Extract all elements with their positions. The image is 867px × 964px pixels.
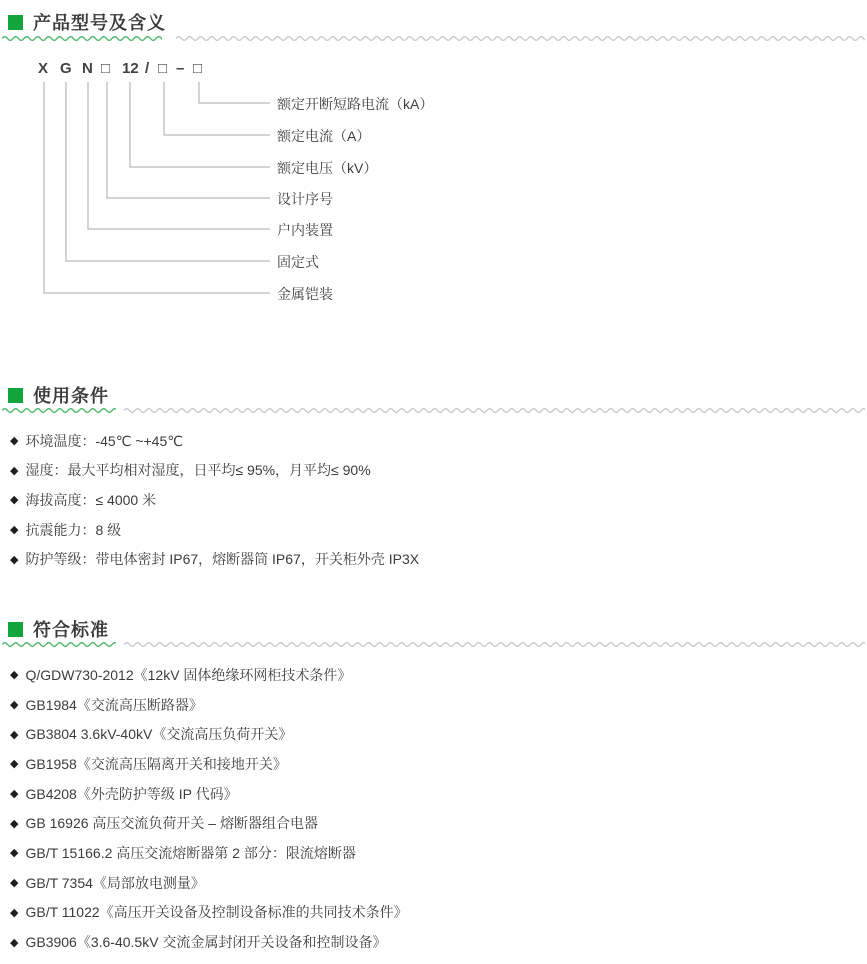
diamond-bullet-icon: ◆ <box>10 906 19 919</box>
green-square-marker-icon <box>8 388 23 403</box>
section-title-model: 产品型号及含义 <box>33 13 166 33</box>
list-item <box>10 808 408 838</box>
section-title-conditions: 使用条件 <box>33 386 109 406</box>
section-header-conditions <box>8 382 109 408</box>
model-segment: / <box>145 60 150 77</box>
conditions-list <box>10 426 419 574</box>
list-item <box>10 898 408 928</box>
model-label: 额定开断短路电流（kA） <box>277 96 434 112</box>
list-item <box>10 779 408 809</box>
diamond-bullet-icon: ◆ <box>10 788 19 801</box>
diamond-bullet-icon: ◆ <box>10 847 19 860</box>
list-item <box>10 690 408 720</box>
model-label: 户内装置 <box>277 222 333 238</box>
diamond-bullet-icon: ◆ <box>10 936 19 949</box>
condition-text: 湿度：最大平均相对湿度，日平均≤ 95%，月平均≤ 90% <box>25 462 371 479</box>
list-item <box>10 485 419 515</box>
list-item <box>10 868 408 898</box>
wave-underline-green <box>2 640 116 649</box>
standard-text: GB/T 7354《局部放电测量》 <box>25 874 205 891</box>
diamond-bullet-icon: ◆ <box>10 699 19 712</box>
model-segment: – <box>176 60 185 77</box>
diamond-bullet-icon: ◆ <box>10 524 19 537</box>
model-label: 金属铠装 <box>277 286 333 302</box>
model-label: 额定电压（kV） <box>277 160 378 176</box>
diamond-bullet-icon: ◆ <box>10 494 19 507</box>
condition-text: 抗震能力：8 级 <box>25 521 122 538</box>
diamond-bullet-icon: ◆ <box>10 435 19 448</box>
standard-text: GB3906《3.6-40.5kV 交流金属封闭开关设备和控制设备》 <box>25 934 387 951</box>
list-item <box>10 544 419 574</box>
list-item <box>10 749 408 779</box>
standard-text: GB3804 3.6kV-40kV《交流高压负荷开关》 <box>25 726 293 743</box>
diamond-bullet-icon: ◆ <box>10 728 19 741</box>
list-item <box>10 719 408 749</box>
standard-text: GB4208《外壳防护等级 IP 代码》 <box>25 785 238 802</box>
model-segment: 12 <box>122 60 139 77</box>
wave-underline-gray <box>124 406 865 415</box>
section-title-standards: 符合标准 <box>33 620 109 640</box>
standard-text: GB/T 15166.2 高压交流熔断器第 2 部分：限流熔断器 <box>25 844 356 861</box>
model-label: 设计序号 <box>277 191 333 207</box>
list-item <box>10 515 419 545</box>
model-connector-lines <box>0 0 460 310</box>
wave-underline-green <box>2 406 116 415</box>
standard-text: GB1984《交流高压断路器》 <box>25 696 203 713</box>
model-segment-box: □ <box>158 60 168 77</box>
model-segment-box: □ <box>101 60 111 77</box>
diamond-bullet-icon: ◆ <box>10 758 19 771</box>
list-item <box>10 838 408 868</box>
standard-text: Q/GDW730-2012《12kV 固体绝缘环网柜技术条件》 <box>25 666 352 683</box>
diamond-bullet-icon: ◆ <box>10 877 19 890</box>
condition-text: 防护等级：带电体密封 IP67，熔断器筒 IP67，开关柜外壳 IP3X <box>25 551 420 568</box>
list-item <box>10 660 408 690</box>
condition-text: 环境温度：-45℃ ~+45℃ <box>25 432 183 449</box>
list-item <box>10 426 419 456</box>
condition-text: 海拔高度：≤ 4000 米 <box>25 491 157 508</box>
green-square-marker-icon <box>8 622 23 637</box>
diamond-bullet-icon: ◆ <box>10 669 19 682</box>
model-label: 固定式 <box>277 254 319 270</box>
model-segment-box: □ <box>193 60 203 77</box>
standards-list <box>10 660 408 957</box>
diamond-bullet-icon: ◆ <box>10 553 19 566</box>
model-segment: X <box>38 60 49 77</box>
model-segment: G <box>60 60 72 77</box>
standard-text: GB 16926 高压交流负荷开关 – 熔断器组合电器 <box>25 815 318 832</box>
diamond-bullet-icon: ◆ <box>10 817 19 830</box>
list-item <box>10 456 419 486</box>
wave-underline-gray <box>124 640 865 649</box>
model-segment: N <box>82 60 93 77</box>
model-label: 额定电流（A） <box>277 128 371 144</box>
standard-text: GB1958《交流高压隔离开关和接地开关》 <box>25 755 287 772</box>
standard-text: GB/T 11022《高压开关设备及控制设备标准的共同技术条件》 <box>25 904 408 921</box>
section-header-standards <box>8 616 109 642</box>
list-item <box>10 927 408 957</box>
diamond-bullet-icon: ◆ <box>10 464 19 477</box>
